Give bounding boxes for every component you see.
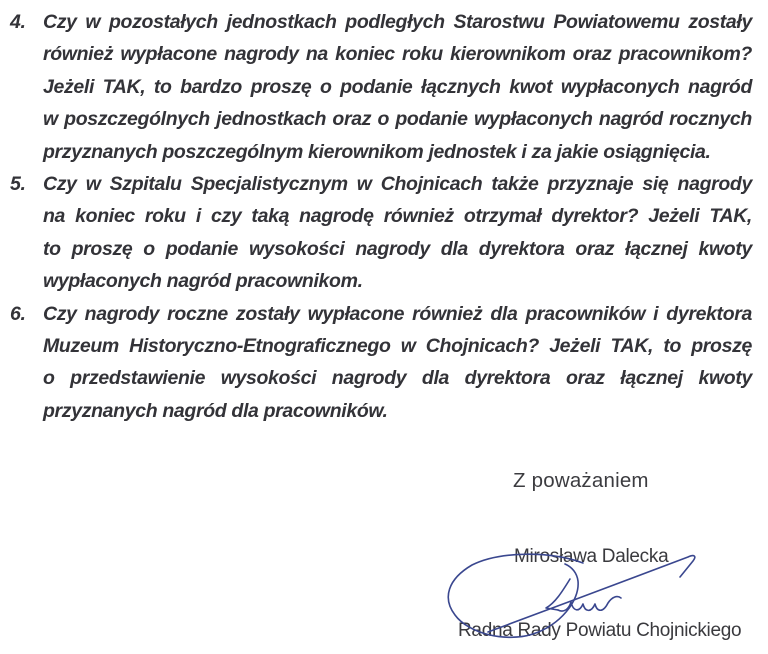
- question-list: [10, 6, 752, 427]
- text-line: o przedstawienie wysokości nagrody dla dyrektora oraz łącznej kwoty: [43, 367, 752, 390]
- signatory-title: Radna Rady Powiatu Chojnickiego: [458, 620, 742, 641]
- list-item: [10, 298, 752, 428]
- text-line: w poszczególnych jednostkach oraz o podanie wypłaconych nagród rocznych: [43, 108, 752, 131]
- item-number: 4.: [10, 11, 26, 33]
- text-line: również wypłacone nagrody na koniec roku kierownikom oraz pracownikom?: [43, 43, 752, 66]
- item-text: [43, 298, 752, 428]
- item-number: 6.: [10, 302, 26, 325]
- text-line: Czy w Szpitalu Specjalistycznym w Chojnicach także przyznaje się nagrody: [43, 173, 752, 196]
- text-line: Czy nagrody roczne zostały wypłacone również dla pracowników i dyrektora: [43, 302, 752, 325]
- text-line: przyznanych poszczególnym kierownikom jednostek i za jakie osiągnięcia.: [43, 140, 711, 163]
- closing-salutation: Z poważaniem: [513, 469, 649, 492]
- text-line: na koniec roku i czy taką nagrodę również otrzymał dyrektor? Jeżeli TAK,: [43, 205, 752, 228]
- text-line: przyznanych nagród dla pracowników.: [43, 399, 388, 422]
- list-item: [10, 168, 752, 298]
- signatory-name: Mirosława Dalecka: [514, 546, 669, 567]
- text-line: Jeżeli TAK, to bardzo proszę o podanie łącznych kwot wypłaconych nagród: [43, 75, 752, 98]
- text-line: wypłaconych nagród pracownikom.: [43, 270, 363, 293]
- item-text: [43, 168, 752, 298]
- text-line: Muzeum Historyczno-Etnograficznego w Chojnicach? Jeżeli TAK, to proszę: [43, 335, 752, 358]
- list-item: [10, 6, 752, 168]
- text-line: to proszę o podanie wysokości nagrody dla dyrektora oraz łącznej kwoty: [43, 237, 752, 260]
- text-line: Czy w pozostałych jednostkach podległych Starostwu Powiatowemu zostały: [43, 11, 752, 33]
- item-number: 5.: [10, 173, 26, 196]
- item-text: [43, 6, 752, 168]
